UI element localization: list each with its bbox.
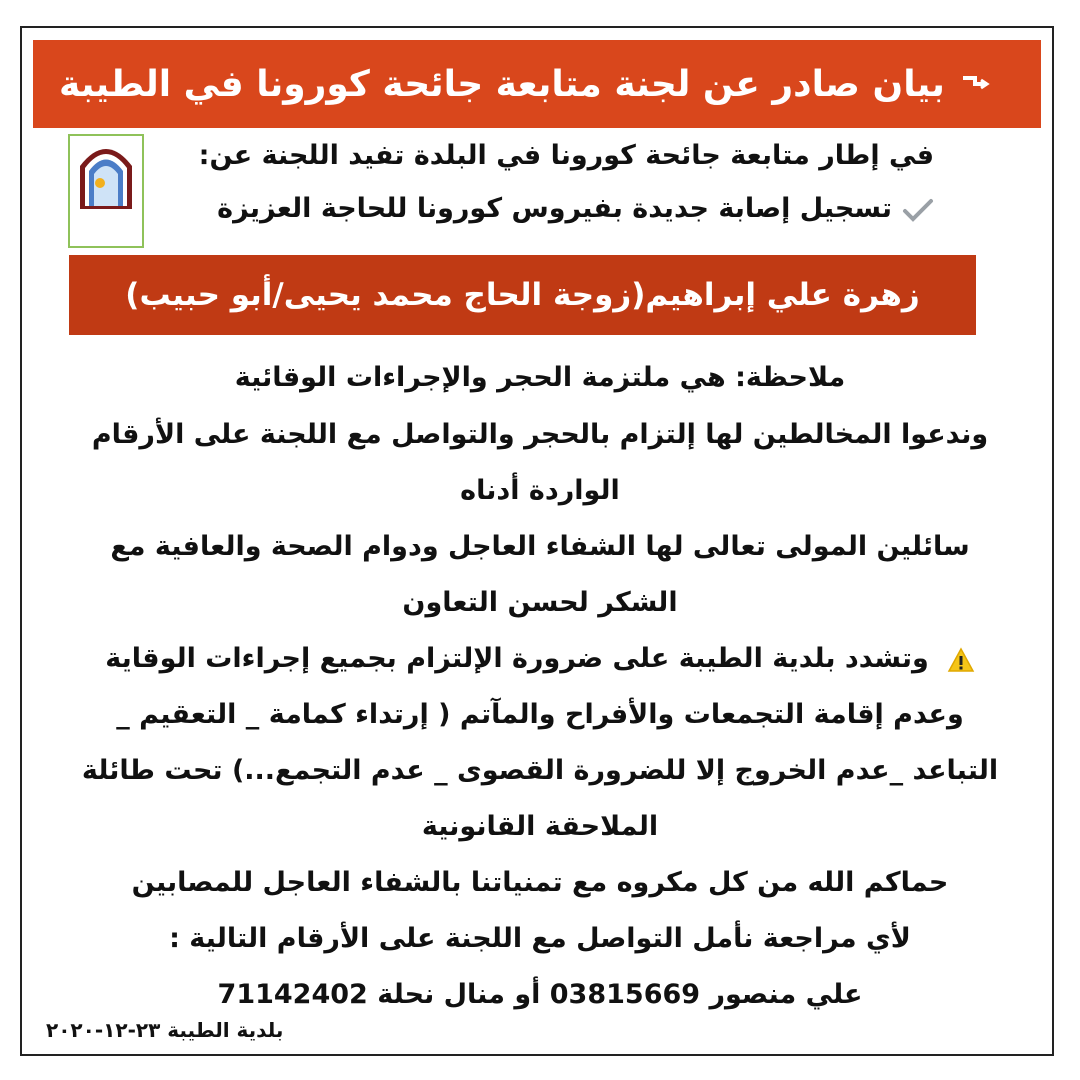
warning-text: وتشدد بلدية الطيبة على ضرورة الإلتزام بجميع إجراءات الوقاية: [105, 643, 929, 674]
body-line-warning: [60, 643, 1020, 674]
body-line: حماكم الله من كل مكروه مع تمنياتنا بالشفاء العاجل للمصابين: [131, 867, 949, 898]
patient-name-banner: زهرة علي إبراهيم(زوجة الحاج محمد يحيى/أبو حبيب): [69, 255, 976, 335]
arrow-icon: [959, 68, 991, 100]
page-title: بيان صادر عن لجنة متابعة جائحة كورونا في الطيبة: [59, 63, 945, 105]
title-banner: [33, 40, 1041, 128]
checkmark-icon: [902, 197, 934, 223]
body-line: سائلين المولى تعالى لها الشفاء العاجل ودوام الصحة والعافية مع: [110, 531, 970, 562]
body-line: وعدم إقامة التجمعات والأفراح والمآتم ( إرتداء كمامة _ التعقيم _: [116, 699, 964, 730]
body-line: ملاحظة: هي ملتزمة الحجر والإجراءات الوقائية: [234, 362, 846, 393]
warning-icon: [947, 647, 975, 673]
footer-date: بلدية الطيبة ٢٣-١٢-٢٠٢٠: [46, 1018, 284, 1042]
body-line: الواردة أدناه: [460, 475, 620, 506]
body-line: الشكر لحسن التعاون: [402, 587, 678, 618]
body-line: التباعد _عدم الخروج إلا للضرورة القصوى _ عدم التجمع...) تحت طائلة: [81, 755, 999, 786]
intro-line-2: [217, 193, 934, 224]
body-line: لأي مراجعة نأمل التواصل مع اللجنة على الأرقام التالية :: [169, 923, 911, 954]
contact-numbers: علي منصور 03815669 أو منال نحلة 71142402: [217, 979, 863, 1010]
body-line: الملاحقة القانونية: [421, 811, 659, 842]
body-line: وندعوا المخالطين لها إلتزام بالحجر والتواصل مع اللجنة على الأرقام: [91, 419, 989, 450]
intro-line-2-text: تسجيل إصابة جديدة بفيروس كورونا للحاجة العزيزة: [217, 193, 892, 224]
municipality-logo: [68, 134, 144, 248]
intro-line-1: في إطار متابعة جائحة كورونا في البلدة تفيد اللجنة عن:: [198, 140, 934, 171]
